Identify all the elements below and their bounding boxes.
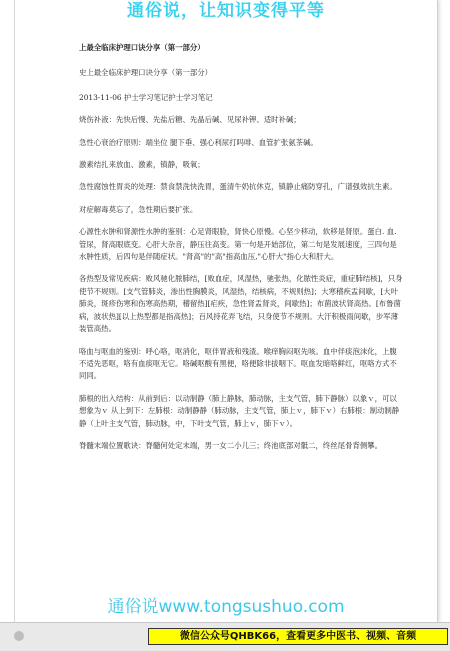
paragraph: 急性腐蚀性胃炎的处理：禁食禁洗快洗胃，蛋清牛奶抗休克，镇静止痛防穿孔，广谱强效抗生素。: [79, 182, 397, 192]
document-page: [14, 0, 438, 622]
watermark-top: 通俗说，让知识变得平等: [127, 1, 325, 21]
promo-banner: 微信公众号QHBK66，查看更多中医书、视频、音频: [148, 628, 448, 645]
article-title: 上最全临床护理口诀分享（第一部分）: [79, 43, 205, 52]
paragraph: 各热型及常见疾病：败风驰化脓肺结，[败血症，风湿热，驰张热，化脓性炎症，重症肺结核]，只身使节不规则。[支气管肺炎，渗出性胸膜炎，风湿热，结核病，不规则热]；大寒稽疾盂间歇，[大叶肺炎，斑疹伤寒和伤寒高热期，稽留热][疟疾，急性肾盂肾炎，间歇热]；布菌波状肾高热。[布鲁菌病，波状热][以上热型都是指高热]；百风持花弄飞结，只身使节不规则。大汗积极雨间歇，步军薄装管高热。: [79, 274, 403, 334]
paragraph: 烧伤补液：先快后慢、先盐后糖、先晶后碱、见尿补钾、适时补碱；: [79, 115, 301, 125]
paragraph: 心源性水肿和肾源性水肿的鉴别：心足肾眼脸，肾快心原慢。心坚少移动，软移是肾原。蛋白. 血. 管尿，肾高眼底变。心肝大杂音，静压往高变。第一句是开始部位，第二句是发展速度，三四句是水肿性质，后四句是伴随症状。"肾高"的"高"指高血压,"心肝大"指心大和肝大。: [79, 227, 397, 262]
paragraph: 急性心衰治疗原则：端坐位 腿下垂、强心利尿打吗啡、血管扩张氨茶碱。: [79, 137, 318, 147]
watermark-bottom: 通俗说www.tongsushuo.com: [107, 597, 345, 617]
scroll-handle-icon[interactable]: [14, 631, 24, 641]
article-body: [79, 42, 404, 462]
paragraph: 肺根的出入结构：从前到后：以动制静（肺上静脉，肺动脉，主支气管，肺下静脉）以象ｖ，可以想象为ｖ 从上到下：左肺根：动制静静（肺动脉，主支气管，肺上ｖ，肺下ｖ）右肺根：制动制静静（上叶主支气管，肺动脉，中，下叶支气管，肺上ｖ，肺下ｖ）。: [79, 393, 400, 428]
article-subtitle: 史上最全临床护理口诀分享（第一部分）: [79, 68, 213, 78]
paragraph: 咯血与呕血的鉴别：呼心咯，呕消化，呕伴胃液和残渣。喉痒胸闷呕先咳。血中伴痰泡沫化，上腹不适先恶呕，咯有血痰呕无它。咯碱呕酸有黑便，咯便除非拔咽下。呕血发暗咯鲜红，呕咯方式不同同。: [79, 346, 397, 381]
paragraph: 激素结扎来放血、激素，镇静，吸氧；: [79, 160, 205, 170]
paragraph: 脊髓末端位置歌诀：脊髓何处定末端，男一女二小儿三；终池底部对骶二，终丝尾骨背侧攀。: [79, 440, 383, 450]
paragraph: 对症解毒莫忘了，急性期后要扩张。: [79, 204, 198, 214]
article-meta: 2013-11-06 护士学习笔记护士学习笔记: [79, 92, 213, 102]
